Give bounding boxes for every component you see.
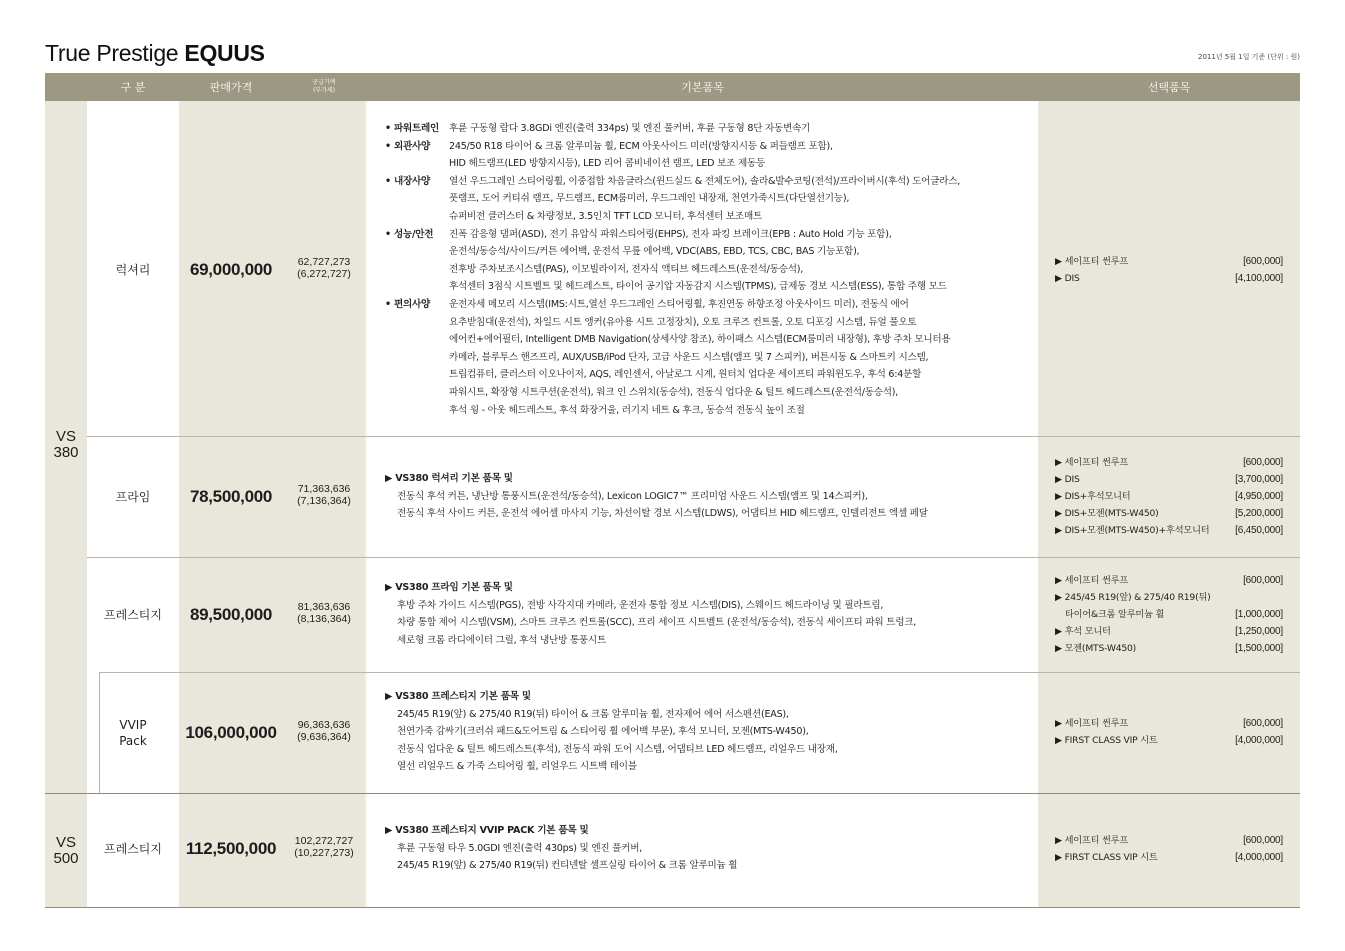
basic-features-prime: ▶ VS380 럭셔리 기본 품목 및 전동식 후석 커튼, 냉난방 통풍시트(운전석/동승석), Lexicon LOGIC7™ 프리미엄 사운드 시스템(앰프 및 14스피커), 전동식 후석 사이드 커튼, 운전석 에어셀 마사지 기능, 차선이탈 경보 시스템(LDWS), 어댑티브 HID 헤드램프, 인텔리전트 엑셀 페달 [385,473,928,520]
option-item: ▶ 모젠(MTS-W450) [1,500,000] [1055,643,1283,654]
price-table [45,73,1300,908]
feature-group: • 성능/안전 진폭 감응형 댐퍼(ASD), 전기 유압식 파워스티어링(EHPS), 전자 파킹 브레이크(EPB : Auto Hold 기능 포함), 운전석/동승석/사이드/커튼 에어백, 운전석 무릎 에어백, VDC(ABS, EBD, TCS, CBC, BAS 기능포함), 전후방 주차보조시스템(PAS), 이모빌라이저, 전자식 액티브 헤드레스트(운전석/동승석), 후석센터 3점식 시트벨트 및 헤드레스트, 타이어 공기압 자동감지 시스템(TPMS), 급제동 경보 시스템(ESS), 통합 주행 모드 [385,228,947,293]
option-item: ▶ FIRST CLASS VIP 시트 [4,000,000] [1055,852,1283,863]
basic-features-vs500: ▶ VS380 프레스티지 VVIP PACK 기본 품목 및 후륜 구동형 타우 5.0GDI 엔진(출력 430ps) 및 엔진 풀커버, 245/45 R19(앞) & 275/40 R19(뒤) 컨티넨탈 셀프실링 타이어 & 크롬 알루미늄 휠 [385,825,738,872]
supply-price: 71,363,636 (7,136,364) [297,483,351,507]
option-item: ▶ DIS [3,700,000] [1055,474,1283,485]
options-vvip [1055,715,1283,749]
options-vs500 [1055,832,1283,866]
option-item: ▶ 후석 모니터 [1,250,000] [1055,626,1283,637]
option-item: ▶ DIS [4,100,000] [1055,273,1283,284]
vs380-label: VS 380 [53,428,79,461]
trim-name: 프라임 [115,490,151,504]
row-divider [87,557,1300,558]
sale-price: 89,500,000 [189,605,273,624]
header-supply: 공급가액 (부가세) [312,79,336,94]
header-gubun: 구 분 [120,81,146,94]
supply-price: 96,363,636 (9,636,364) [297,719,351,743]
basic-features-luxury [385,120,1045,419]
sale-price: 112,500,000 [185,839,277,858]
basic-features-prestige: ▶ VS380 프라임 기본 품목 및 후방 주차 가이드 시스템(PGS), 전방 사각지대 카메라, 운전자 통합 정보 시스템(DIS), 스웨이드 헤드라이닝 및 필라트림, 차량 통합 제어 시스템(VSM), 스마트 크루즈 컨트롤(SCC), 프리 세이프 시트벨트 (운전석/동승석), 전동식 세이프티 파워 트렁크, 세로형 크롬 라디에이터 그릴, 후석 냉난방 통풍시트 [385,582,917,646]
trim-name: 럭셔리 [115,263,151,277]
option-item: ▶ 세이프티 썬루프 [600,000] [1055,457,1283,468]
page-title: True Prestige EQUUS [45,40,265,66]
option-item: ▶ 세이프티 썬루프 [600,000] [1055,256,1283,267]
feature-group: • 내장사양 열선 우드그레인 스티어링휠, 이중접합 차음글라스(윈드실드 & 전체도어), 솔라&발수코팅(전석)/프라이버시(후석) 도어글라스, 풋램프, 도어 커티쉬 램프, 무드램프, ECM룸미러, 우드그레인 내장재, 천연가죽시트(다단열선기능), 슈퍼비전 클러스터 & 차량정보, 3.5인치 TFT LCD 모니터, 후석센터 보조매트 [385,175,961,222]
sale-price: 78,500,000 [189,487,273,506]
trim-name: VVIP Pack [119,718,147,748]
vs500-label: VS 500 [53,834,79,867]
options-luxury [1055,253,1283,287]
date-unit-note: 2011년 5월 1일 기준 (단위 : 원) [1198,53,1300,61]
feature-group: • 외관사양 245/50 R18 타이어 & 크롬 알루미늄 휠, ECM 아웃사이드 미러(방향지시등 & 퍼들램프 포함), HID 헤드램프(LED 방향지시등), LED 리어 콤비네이션 램프, LED 보조 제동등 [385,140,833,170]
vs-column-bg [45,101,87,908]
row-divider [99,672,1300,673]
option-item: ▶ 245/45 R19(앞) & 275/40 R19(뒤) [1055,592,1211,603]
option-item: ▶ DIS+모젠(MTS-W450)+후석모니터 [6,450,000] [1055,525,1283,536]
table-bottom [45,907,1300,908]
option-item: ▶ DIS+후석모니터 [4,950,000] [1055,491,1283,502]
supply-price: 81,363,636 (8,136,364) [297,601,351,625]
option-item: ▶ 세이프티 썬루프 [600,000] [1055,835,1283,846]
options-prestige [1055,572,1283,657]
table-header [45,73,1300,101]
options-prime [1055,454,1283,539]
supply-price: 62,727,273 (6,272,727) [297,256,351,280]
feature-group: • 파워트레인 후륜 구동형 람다 3.8GDi 엔진(출력 334ps) 및 엔진 풀커버, 후륜 구동형 8단 자동변속기 [385,123,811,134]
trim-name: 프레스티지 [104,842,162,856]
row-divider [45,793,1300,794]
option-item: 타이어&크롬 알루미늄 휠 [1,000,000] [1065,609,1283,620]
option-item: ▶ 세이프티 썬루프 [600,000] [1055,575,1283,586]
basic-features-vvip: ▶ VS380 프레스티지 기본 품목 및 245/45 R19(앞) & 275/40 R19(뒤) 타이어 & 크롬 알루미늄 휠, 전자제어 에어 서스펜션(EAS), 천연가죽 감싸기(크러쉬 패드&도어트림 & 스티어링 휠 에어백 부문), 후석 모니터, 모젠(MTS-W450), 전동식 업다운 & 틸트 헤드레스트(후석), 전동식 파워 도어 시스템, 어댑티브 LED 헤드램프, 리얼우드 내장재, 열선 리얼우드 & 가죽 스티어링 휠, 리얼우드 시트백 테이블 [385,691,838,773]
spacer-column-bg [365,101,367,908]
header-price: 판매가격 [209,81,253,94]
supply-price: 102,272,727 (10,227,273) [294,835,354,859]
header-options: 선택품목 [1147,81,1191,94]
sale-price: 69,000,000 [189,260,273,279]
option-item: ▶ 세이프티 썬루프 [600,000] [1055,718,1283,729]
option-item: ▶ FIRST CLASS VIP 시트 [4,000,000] [1055,735,1283,746]
option-item: ▶ DIS+모젠(MTS-W450) [5,200,000] [1055,508,1283,519]
feature-group: • 편의사양 운전자세 메모리 시스템(IMS:시트,열선 우드그레인 스티어링휠, 후진연동 하향조정 아웃사이드 미러), 전동식 에어 요추받침대(운전석), 차일드 시트 앵커(유아용 시트 고정장치), 오토 크루즈 컨트롤, 오토 디포깅 시스템, 듀얼 풀오토 에어컨+에어필터, Intelligent DMB Navigation(상세사양 참조), 하이패스 시스템(ECM룸미러 내장형), 후방 주차 모니터용 카메라, 블루투스 핸즈프리, AUX/USB/iPod 단자, 고급 사운드 시스템(앰프 및 7 스피커), 버튼시동 & 스마트키 시스템, 트립컴퓨터, 클러스터 이오나이저, AQS, 레인센서, 아날로그 시계, 원터치 업다운 세이프티 파워윈도우, 후석 6:4분할 파워시트, 확장형 시트쿠션(운전석), 워크 인 스위치(동승석), 전동식 업다운 & 틸트 헤드레스트(운전석/동승석), 후석 윙 - 아웃 헤드레스트, 후석 화장거울, 러기지 네트 & 후크, 동승석 전동식 높이 조절 [385,298,951,416]
header-basic: 기본품목 [681,81,724,94]
row-divider [87,436,1300,437]
trim-name: 프레스티지 [104,608,162,622]
sale-price: 106,000,000 [185,723,277,742]
